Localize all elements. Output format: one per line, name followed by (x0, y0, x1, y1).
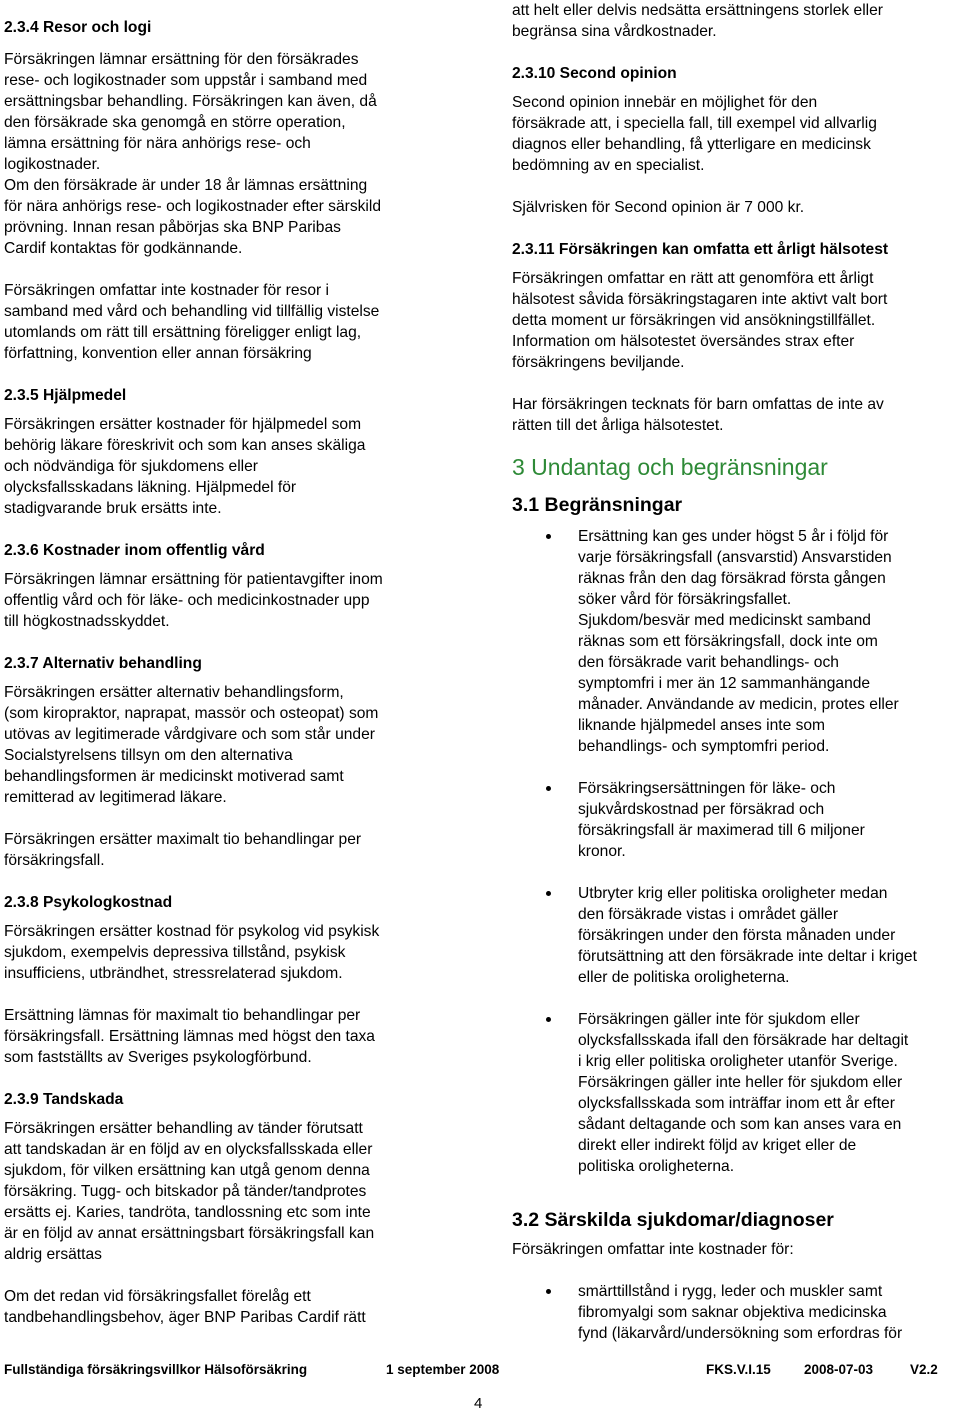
text-line: Försäkringen omfattar en rätt att genomföra ett årligt (512, 270, 874, 287)
text-line: försäkringsfall. (4, 852, 105, 869)
text-line: samband med vård och behandling vid tillfällig vistelse (4, 303, 380, 320)
text-line: Försäkringen ersätter behandling av tänder förutsatt (4, 1120, 363, 1137)
text-line: räknas som ett försäkringsfall, dock inte om (578, 633, 878, 650)
text-line: offentlig vård och för läke- och medicinkostnader upp (4, 592, 370, 609)
text-line: eller de politiska oroligheterna. (578, 969, 790, 986)
text-line: försäkringsfall är maximerad till 6 miljoner (578, 822, 865, 839)
text-line: (som kiropraktor, naprapat, massör och osteopat) som (4, 705, 379, 722)
text-line: bedömning av en specialist. (512, 157, 705, 174)
text-line: Försäkringen lämnar ersättning för den försäkrades (4, 51, 359, 68)
text-line: Utbryter krig eller politiska oroligheter medan (578, 885, 888, 902)
section-heading: 2.3.7 Alternativ behandling (4, 655, 202, 672)
list-item (512, 1009, 960, 1177)
text-line: är en följd av annat ersättningsbart försäkringsfall kan (4, 1225, 375, 1242)
text-line: hälsotest såvida försäkringstagaren inte aktivt valt bort (512, 291, 888, 308)
footer-date: 1 september 2008 (386, 1362, 500, 1377)
section-heading: 3.1 Begränsningar (512, 494, 683, 516)
left-column (4, 0, 456, 1328)
text-line: Sjukdom/besvär med medicinskt samband (578, 612, 871, 629)
paragraph (512, 92, 960, 176)
text-line: Självrisken för Second opinion är 7 000 kr. (512, 199, 805, 216)
text-line: politiska oroligheterna. (578, 1158, 735, 1175)
text-line: detta moment ur försäkringen vid ansökningstillfället. (512, 312, 876, 329)
text-line: tandbehandlingsbehov, äger BNP Paribas Cardif rätt (4, 1309, 366, 1326)
text-line: den försäkrade ska genomgå en större operation, (4, 114, 346, 131)
text-line: att helt eller delvis nedsätta ersättningens storlek eller (512, 2, 883, 19)
text-line: försäkring. Tugg- och bitskador på tänder/tandprotes (4, 1183, 367, 1200)
section-heading: 2.3.11 Försäkringen kan omfatta ett årligt hälsotest (512, 241, 889, 258)
paragraph (512, 197, 960, 218)
text-line: lämna ersättning för nära anhörigs rese- och (4, 135, 311, 152)
list-item (512, 778, 960, 862)
text-line: Försäkringen ersätter alternativ behandlingsform, (4, 684, 344, 701)
text-line: försäkringsfall. Ersättning lämnas med högst den taxa (4, 1028, 375, 1045)
text-line: den försäkrade vistas i området gäller (578, 906, 839, 923)
paragraph (4, 921, 456, 984)
text-line: Information om hälsotestet översändes strax efter (512, 333, 855, 350)
text-line: Har försäkringen tecknats för barn omfattas de inte av (512, 396, 884, 413)
paragraph (4, 280, 456, 364)
paragraph (4, 682, 456, 808)
text-line: Försäkringen omfattar inte kostnader för: (512, 1241, 794, 1258)
list-item (512, 1281, 960, 1344)
bullet-icon (546, 534, 551, 539)
text-line: varje försäkringsfall (ansvarstid) Ansvarstiden (578, 549, 892, 566)
text-line: symptomfri i mer än 12 sammanhängande (578, 675, 871, 692)
section-heading: 2.3.6 Kostnader inom offentlig vård (4, 542, 265, 559)
text-line: Second opinion innebär en möjlighet för den (512, 94, 818, 111)
text-line: Försäkringen ersätter kostnader för hjälpmedel som (4, 416, 362, 433)
text-line: och nödvändiga för sjukdomens eller (4, 458, 258, 475)
section-heading: 2.3.10 Second opinion (512, 65, 677, 82)
text-line: Försäkringen ersätter maximalt tio behandlingar per (4, 831, 362, 848)
right-column (512, 0, 960, 1344)
text-line: fynd (läkarvård/undersökning som erfordras för (578, 1325, 903, 1342)
list-item (512, 883, 960, 988)
text-line: liknande hjälpmedel anses inte som (578, 717, 826, 734)
text-line: Ersättning lämnas för maximalt tio behandlingar per (4, 1007, 361, 1024)
text-line: logikostnader. (4, 156, 101, 173)
text-line: ersättningsbar behandling. Försäkringen kan även, då (4, 93, 377, 110)
text-line: Försäkringen lämnar ersättning för patientavgifter inom (4, 571, 383, 588)
text-line: söker vård för försäkringsfallet. (578, 591, 792, 608)
footer-version-date: 2008-07-03 (804, 1362, 874, 1377)
text-line: Om den försäkrade är under 18 år lämnas ersättning (4, 177, 368, 194)
text-line: författning, konvention eller annan försäkring (4, 345, 312, 362)
text-line: månader. Användande av medicin, protes eller (578, 696, 899, 713)
paragraph (512, 394, 960, 436)
text-line: kronor. (578, 843, 626, 860)
text-line: prövning. Innan resan påbörjas ska BNP Paribas (4, 219, 341, 236)
text-line: Försäkringsersättningen för läke- och (578, 780, 836, 797)
text-line: rese- och logikostnader som uppstår i samband med (4, 72, 368, 89)
text-line: utomlands om rätt till ersättning föreligger enligt lag, (4, 324, 362, 341)
text-line: Cardif kontaktas för godkännande. (4, 240, 243, 257)
footer-version: V2.2 (910, 1362, 938, 1377)
section-heading: 2.3.5 Hjälpmedel (4, 387, 127, 404)
chapter-heading: 3 Undantag och begränsningar (512, 454, 828, 480)
page-footer (4, 1361, 944, 1379)
text-line: rätten till det årliga hälsotestet. (512, 417, 724, 434)
page-number: 4 (474, 1395, 483, 1412)
text-line: behandlingsformen är medicinskt motiverad samt (4, 768, 344, 785)
text-line: sjukdom, exempelvis depressiva tillstånd, psykisk (4, 944, 346, 961)
text-line: Försäkringen gäller inte för sjukdom eller (578, 1011, 860, 1028)
bullet-icon (546, 891, 551, 896)
text-line: som fastställts av Sveriges psykologförbund. (4, 1049, 312, 1066)
section-heading: 2.3.8 Psykologkostnad (4, 894, 173, 911)
list-item (512, 526, 960, 757)
paragraph (4, 49, 456, 259)
text-line: till högkostnadsskyddet. (4, 613, 170, 630)
paragraph (4, 1118, 456, 1265)
text-line: insufficiens, utbrändhet, stressrelaterad sjukdom. (4, 965, 343, 982)
text-line: utövas av legitimerade vårdgivare och som står under (4, 726, 375, 743)
text-line: försäkrade att, i speciella fall, till exempel vid allvarlig (512, 115, 877, 132)
text-line: behandlings- och symptomfri period. (578, 738, 830, 755)
text-line: sådant deltagande och som kan anses vara en (578, 1116, 902, 1133)
paragraph (4, 1005, 456, 1068)
paragraph (512, 0, 960, 42)
text-line: remitterad av legitimerad läkare. (4, 789, 227, 806)
paragraph (4, 829, 456, 871)
text-line: aldrig ersättas (4, 1246, 102, 1263)
text-line: räknas från den dag försäkrad första gången (578, 570, 886, 587)
bullet-icon (546, 1017, 551, 1022)
text-line: olycksfallsskadans läkning. Hjälpmedel för (4, 479, 297, 496)
text-line: att tandskadan är en följd av en olycksfallsskada eller (4, 1141, 373, 1158)
text-line: olycksfallsskada som inträffar inom ett år efter (578, 1095, 895, 1112)
text-line: fibromyalgi som saknar objektiva medicinska (578, 1304, 887, 1321)
text-line: Försäkringen gäller inte heller för sjukdom eller (578, 1074, 903, 1091)
text-line: Försäkringen omfattar inte kostnader för resor i (4, 282, 330, 299)
bullet-icon (546, 1289, 551, 1294)
paragraph (4, 1286, 456, 1328)
text-line: Ersättning kan ges under högst 5 år i följd för (578, 528, 889, 545)
section-heading: 3.2 Särskilda sjukdomar/diagnoser (512, 1209, 834, 1231)
text-line: i krig eller politiska oroligheter utanför Sverige. (578, 1053, 898, 1070)
text-line: sjukdom, för vilken ersättning kan utgå genom denna (4, 1162, 370, 1179)
footer-code: FKS.V.I.15 (706, 1362, 771, 1377)
text-line: Försäkringen ersätter kostnad för psykolog vid psykisk (4, 923, 380, 940)
text-line: ersätts ej. Karies, tandröta, tandlossning etc som inte (4, 1204, 371, 1221)
text-line: förutsättning att den försäkrade inte deltar i kriget (578, 948, 917, 965)
text-line: för nära anhörigs rese- och logikostnader efter särskild (4, 198, 382, 215)
paragraph (4, 569, 456, 632)
paragraph (4, 414, 456, 519)
text-line: diagnos eller behandling, få ytterligare en medicinsk (512, 136, 871, 153)
text-line: direkt eller indirekt följd av kriget eller de (578, 1137, 857, 1154)
text-line: stadigvarande bruk ersätts inte. (4, 500, 222, 517)
text-line: smärttillstånd i rygg, leder och muskler samt (578, 1283, 883, 1300)
text-line: behörig läkare föreskrivit och som kan anses skäliga (4, 437, 366, 454)
text-line: Socialstyrelsens tillsyn om den alternativa (4, 747, 293, 764)
text-line: begränsa sina vårdkostnader. (512, 23, 717, 40)
text-line: Om det redan vid försäkringsfallet förelåg ett (4, 1288, 311, 1305)
text-line: den försäkrade varit behandlings- och (578, 654, 839, 671)
bullet-icon (546, 786, 551, 791)
section-heading: 2.3.4 Resor och logi (4, 19, 152, 36)
text-line: olycksfallsskada ifall den försäkrade har deltagit (578, 1032, 909, 1049)
section-heading: 2.3.9 Tandskada (4, 1091, 124, 1108)
footer-title: Fullständiga försäkringsvillkor Hälsoförsäkring (4, 1362, 308, 1377)
text-line: försäkringens beviljande. (512, 354, 685, 371)
text-line: försäkringen under den första månaden under (578, 927, 896, 944)
paragraph (512, 268, 960, 373)
text-line: sjukvårdskostnad per försäkrad och (578, 801, 825, 818)
